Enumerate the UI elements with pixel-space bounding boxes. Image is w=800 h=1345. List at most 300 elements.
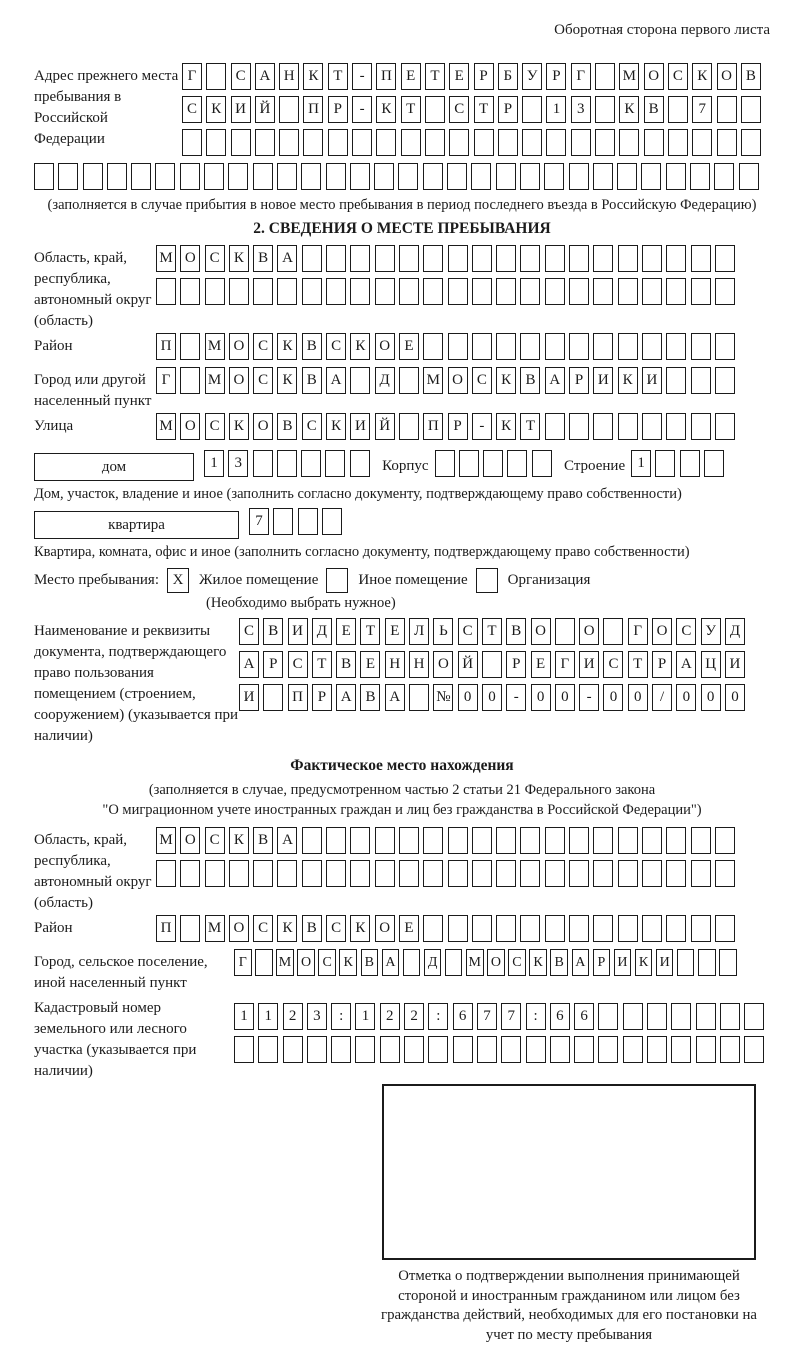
char-cell <box>595 63 615 90</box>
char-cell <box>253 278 273 305</box>
char-cell <box>326 827 346 854</box>
char-cell <box>507 450 527 477</box>
char-cell <box>423 163 443 190</box>
char-cell: О <box>487 949 505 976</box>
char-cell <box>618 860 638 887</box>
char-cell <box>448 333 468 360</box>
char-cell <box>401 129 421 156</box>
char-cell: К <box>529 949 547 976</box>
char-cell <box>180 278 200 305</box>
char-cell: В <box>336 651 356 678</box>
char-cell <box>520 827 540 854</box>
char-cell: С <box>205 245 225 272</box>
char-cell <box>715 413 735 440</box>
korpus-label: Корпус <box>382 458 429 474</box>
fact-gorod-row <box>234 949 770 979</box>
char-cell: 0 <box>531 684 551 711</box>
char-cell <box>131 163 151 190</box>
char-cell <box>496 860 516 887</box>
kadastr-row-2 <box>234 1036 770 1066</box>
char-cell: Р <box>652 651 672 678</box>
option-zhiloe-label: Жилое помещение <box>199 572 319 588</box>
char-cell <box>350 860 370 887</box>
char-cell <box>595 96 615 123</box>
char-cell <box>741 129 761 156</box>
kadastr-block <box>34 995 770 1082</box>
ulitsa-row <box>156 413 770 443</box>
char-cell: Г <box>628 618 648 645</box>
char-cell: 6 <box>453 1003 473 1030</box>
char-cell: П <box>156 333 176 360</box>
char-cell <box>375 827 395 854</box>
prev-address-row-1 <box>182 63 770 93</box>
char-cell <box>641 163 661 190</box>
char-cell: М <box>619 63 639 90</box>
fact-gorod-block <box>34 949 770 994</box>
char-cell <box>283 1036 303 1063</box>
char-cell: О <box>448 367 468 394</box>
char-cell <box>253 860 273 887</box>
char-cell: Р <box>474 63 494 90</box>
char-cell: К <box>277 915 297 942</box>
char-cell <box>459 450 479 477</box>
char-cell: В <box>302 915 322 942</box>
char-cell <box>715 827 735 854</box>
char-cell <box>666 860 686 887</box>
char-cell <box>666 163 686 190</box>
char-cell <box>34 163 54 190</box>
char-cell: И <box>288 618 308 645</box>
char-cell: 1 <box>234 1003 254 1030</box>
char-cell <box>544 163 564 190</box>
char-cell: М <box>466 949 484 976</box>
char-cell <box>603 618 623 645</box>
char-cell <box>156 860 176 887</box>
char-cell <box>258 1036 278 1063</box>
char-cell: К <box>303 63 323 90</box>
char-cell <box>496 915 516 942</box>
char-cell <box>277 450 297 477</box>
char-cell <box>453 1036 473 1063</box>
char-cell: 0 <box>628 684 648 711</box>
char-cell: И <box>239 684 259 711</box>
char-cell <box>483 450 503 477</box>
char-cell: К <box>350 333 370 360</box>
char-cell <box>180 367 200 394</box>
char-cell <box>691 278 711 305</box>
fact-oblast-row-1 <box>156 827 770 857</box>
char-cell <box>496 163 516 190</box>
char-cell <box>448 860 468 887</box>
char-cell <box>618 827 638 854</box>
char-cell: У <box>701 618 721 645</box>
char-cell: А <box>336 684 356 711</box>
char-cell <box>423 333 443 360</box>
char-cell: 6 <box>550 1003 570 1030</box>
char-cell: У <box>522 63 542 90</box>
char-cell <box>206 63 226 90</box>
char-cell <box>302 860 322 887</box>
raion-row <box>156 333 770 363</box>
char-cell <box>545 915 565 942</box>
fact-gorod-label: Город, сельское поселение, иной населенный пункт <box>34 954 208 991</box>
char-cell: 7 <box>249 508 269 535</box>
char-cell: М <box>156 245 176 272</box>
char-cell: 7 <box>692 96 712 123</box>
char-cell <box>425 96 445 123</box>
raion-block <box>34 333 770 366</box>
char-cell <box>642 245 662 272</box>
char-cell <box>520 860 540 887</box>
doc-row-1 <box>239 618 770 648</box>
prev-address-row-4 <box>34 163 770 193</box>
char-cell: К <box>326 413 346 440</box>
char-cell: Г <box>571 63 591 90</box>
char-cell <box>303 129 323 156</box>
char-cell: № <box>433 684 453 711</box>
char-cell: Й <box>458 651 478 678</box>
char-cell: П <box>423 413 443 440</box>
char-cell <box>598 1003 618 1030</box>
char-cell: К <box>229 413 249 440</box>
char-cell: В <box>302 367 322 394</box>
oblast-block <box>34 245 770 332</box>
char-cell <box>744 1036 764 1063</box>
char-cell: 0 <box>482 684 502 711</box>
char-cell <box>328 129 348 156</box>
char-cell: Ц <box>701 651 721 678</box>
char-cell: С <box>205 827 225 854</box>
char-cell <box>593 333 613 360</box>
char-cell <box>425 129 445 156</box>
char-cell: С <box>302 413 322 440</box>
char-cell <box>692 129 712 156</box>
oblast-row-2 <box>156 278 770 308</box>
char-cell <box>482 651 502 678</box>
char-cell: Г <box>234 949 252 976</box>
char-cell <box>569 915 589 942</box>
prev-address-rows <box>182 63 770 162</box>
kadastr-label: Кадастровый номер земельного или лесного участка (указывается при наличии) <box>34 1000 197 1079</box>
char-cell: К <box>277 333 297 360</box>
char-cell <box>253 450 273 477</box>
char-cell <box>666 915 686 942</box>
char-cell: С <box>182 96 202 123</box>
char-cell: : <box>526 1003 546 1030</box>
char-cell: С <box>253 367 273 394</box>
char-cell: Й <box>375 413 395 440</box>
char-cell <box>326 278 346 305</box>
char-cell <box>739 163 759 190</box>
char-cell: И <box>350 413 370 440</box>
kadastr-rows <box>234 1003 770 1069</box>
char-cell: В <box>360 684 380 711</box>
char-cell <box>666 413 686 440</box>
char-cell <box>671 1036 691 1063</box>
char-cell: 0 <box>603 684 623 711</box>
char-cell: М <box>205 333 225 360</box>
char-cell <box>655 450 675 477</box>
char-cell: / <box>652 684 672 711</box>
checkbox-inoe <box>326 568 348 593</box>
char-cell: И <box>656 949 674 976</box>
option-inoe-label: Иное помещение <box>358 572 468 588</box>
char-cell <box>496 245 516 272</box>
char-cell: 2 <box>404 1003 424 1030</box>
char-cell <box>204 163 224 190</box>
char-cell: О <box>180 827 200 854</box>
char-cell <box>691 827 711 854</box>
char-cell <box>666 827 686 854</box>
char-cell: В <box>253 245 273 272</box>
prev-address-block <box>34 63 770 162</box>
char-cell <box>496 333 516 360</box>
char-cell: И <box>579 651 599 678</box>
char-cell <box>569 163 589 190</box>
kvartira-caption: Квартира, комната, офис и иное (заполнить согласно документу, подтверждающему право собственности) <box>34 544 690 560</box>
char-cell: А <box>676 651 696 678</box>
char-cell <box>472 860 492 887</box>
char-cell: И <box>725 651 745 678</box>
char-cell: 3 <box>307 1003 327 1030</box>
char-cell: А <box>572 949 590 976</box>
char-cell: А <box>255 63 275 90</box>
char-cell <box>277 860 297 887</box>
char-cell: Е <box>531 651 551 678</box>
char-cell <box>618 915 638 942</box>
char-cell: 7 <box>501 1003 521 1030</box>
char-cell <box>182 129 202 156</box>
char-cell <box>448 827 468 854</box>
ulitsa-block <box>34 413 770 446</box>
char-cell: О <box>253 413 273 440</box>
char-cell <box>642 860 662 887</box>
char-cell <box>691 245 711 272</box>
char-cell <box>644 129 664 156</box>
char-cell: В <box>741 63 761 90</box>
gorod-label: Город или другой населенный пункт <box>34 372 152 409</box>
char-cell <box>325 450 345 477</box>
char-cell: Н <box>409 651 429 678</box>
char-cell <box>350 278 370 305</box>
fact-captions <box>34 781 770 820</box>
char-cell: В <box>302 333 322 360</box>
char-cell: Р <box>498 96 518 123</box>
char-cell <box>574 1036 594 1063</box>
fact-caption-1: (заполняется в случае, предусмотренном частью 2 статьи 21 Федерального закона <box>148 782 656 798</box>
char-cell <box>471 163 491 190</box>
char-cell <box>263 684 283 711</box>
char-cell: 2 <box>283 1003 303 1030</box>
char-cell <box>496 827 516 854</box>
char-cell <box>691 367 711 394</box>
char-cell: Р <box>569 367 589 394</box>
char-cell <box>399 278 419 305</box>
char-cell <box>205 278 225 305</box>
char-cell <box>642 278 662 305</box>
char-cell <box>618 413 638 440</box>
char-cell <box>545 860 565 887</box>
char-cell: О <box>652 618 672 645</box>
stroenie-label: Строение <box>564 458 626 474</box>
char-cell <box>229 860 249 887</box>
char-cell <box>180 860 200 887</box>
char-cell <box>474 129 494 156</box>
char-cell: О <box>433 651 453 678</box>
char-cell <box>83 163 103 190</box>
kvartira-row <box>34 508 770 541</box>
char-cell: Е <box>385 618 405 645</box>
char-cell: 0 <box>725 684 745 711</box>
char-cell: К <box>496 413 516 440</box>
char-cell <box>496 278 516 305</box>
char-cell: С <box>326 333 346 360</box>
char-cell: О <box>375 333 395 360</box>
char-cell <box>714 163 734 190</box>
char-cell <box>623 1036 643 1063</box>
char-cell <box>376 129 396 156</box>
char-cell: - <box>579 684 599 711</box>
char-cell <box>532 450 552 477</box>
char-cell: А <box>385 684 405 711</box>
char-cell: П <box>288 684 308 711</box>
char-cell <box>691 860 711 887</box>
raion-label: Район <box>34 338 73 354</box>
char-cell <box>399 860 419 887</box>
char-cell: Т <box>474 96 494 123</box>
char-cell: Е <box>401 63 421 90</box>
char-cell: Р <box>593 949 611 976</box>
char-cell: Е <box>360 651 380 678</box>
char-cell <box>717 129 737 156</box>
char-cell <box>704 450 724 477</box>
char-cell <box>545 278 565 305</box>
char-cell <box>206 129 226 156</box>
char-cell: Т <box>425 63 445 90</box>
char-cell: Б <box>498 63 518 90</box>
char-cell <box>555 618 575 645</box>
char-cell <box>593 245 613 272</box>
char-cell <box>593 915 613 942</box>
char-cell <box>352 129 372 156</box>
char-cell <box>668 129 688 156</box>
char-cell: М <box>205 915 225 942</box>
char-cell: 1 <box>546 96 566 123</box>
prev-address-row-3 <box>182 129 770 159</box>
char-cell <box>423 860 443 887</box>
char-cell <box>350 245 370 272</box>
char-cell: 2 <box>380 1003 400 1030</box>
char-cell: О <box>297 949 315 976</box>
char-cell: С <box>253 915 273 942</box>
char-cell <box>322 508 342 535</box>
char-cell <box>569 333 589 360</box>
char-cell: К <box>618 367 638 394</box>
kvartira-box: квартира <box>34 511 239 539</box>
char-cell <box>680 450 700 477</box>
char-cell: С <box>676 618 696 645</box>
char-cell <box>593 827 613 854</box>
char-cell <box>399 827 419 854</box>
char-cell: - <box>506 684 526 711</box>
char-cell: В <box>644 96 664 123</box>
doc-row-3 <box>239 684 770 714</box>
char-cell: М <box>423 367 443 394</box>
char-cell <box>375 245 395 272</box>
char-cell: М <box>156 827 176 854</box>
char-cell: А <box>545 367 565 394</box>
char-cell <box>595 129 615 156</box>
char-cell: 1 <box>258 1003 278 1030</box>
char-cell <box>350 827 370 854</box>
char-cell: В <box>263 618 283 645</box>
char-cell: В <box>506 618 526 645</box>
mesto-hint: (Необходимо выбрать нужное) <box>206 595 396 611</box>
char-cell <box>273 508 293 535</box>
char-cell <box>642 333 662 360</box>
char-cell <box>472 333 492 360</box>
char-cell <box>545 333 565 360</box>
korpus-cells <box>435 450 556 480</box>
char-cell: Д <box>424 949 442 976</box>
char-cell <box>715 333 735 360</box>
char-cell: К <box>619 96 639 123</box>
doc-block <box>34 618 770 747</box>
char-cell <box>155 163 175 190</box>
char-cell: О <box>229 333 249 360</box>
char-cell <box>375 860 395 887</box>
oblast-row-1 <box>156 245 770 275</box>
char-cell: И <box>642 367 662 394</box>
char-cell <box>623 1003 643 1030</box>
prev-address-caption: (заполняется в случае прибытия в новое место пребывания в период последнего въезда в Российскую Федерацию) <box>47 197 757 213</box>
char-cell: А <box>382 949 400 976</box>
char-cell: С <box>508 949 526 976</box>
char-cell <box>520 333 540 360</box>
fact-raion-block <box>34 915 770 948</box>
char-cell: П <box>303 96 323 123</box>
char-cell: О <box>717 63 737 90</box>
char-cell: 0 <box>458 684 478 711</box>
char-cell: 0 <box>701 684 721 711</box>
char-cell: А <box>277 827 297 854</box>
char-cell: С <box>253 333 273 360</box>
char-cell: Г <box>555 651 575 678</box>
char-cell <box>668 96 688 123</box>
char-cell: О <box>375 915 395 942</box>
char-cell: С <box>288 651 308 678</box>
char-cell: О <box>229 367 249 394</box>
char-cell: : <box>428 1003 448 1030</box>
char-cell: В <box>520 367 540 394</box>
char-cell: Д <box>725 618 745 645</box>
char-cell: К <box>277 367 297 394</box>
char-cell <box>720 1036 740 1063</box>
char-cell <box>477 1036 497 1063</box>
char-cell <box>326 245 346 272</box>
char-cell: Г <box>182 63 202 90</box>
char-cell: М <box>156 413 176 440</box>
char-cell <box>307 1036 327 1063</box>
char-cell <box>642 915 662 942</box>
char-cell <box>472 278 492 305</box>
char-cell <box>277 163 297 190</box>
mark-caption: Отметка о подтверждении выполнения принимающей стороной и иностранным гражданином или лицом без гражданства действий, необходимых для его постановки на учет по месту пребывания <box>381 1268 757 1343</box>
char-cell <box>229 278 249 305</box>
dom-row <box>34 450 770 483</box>
char-cell <box>546 129 566 156</box>
char-cell: 3 <box>228 450 248 477</box>
